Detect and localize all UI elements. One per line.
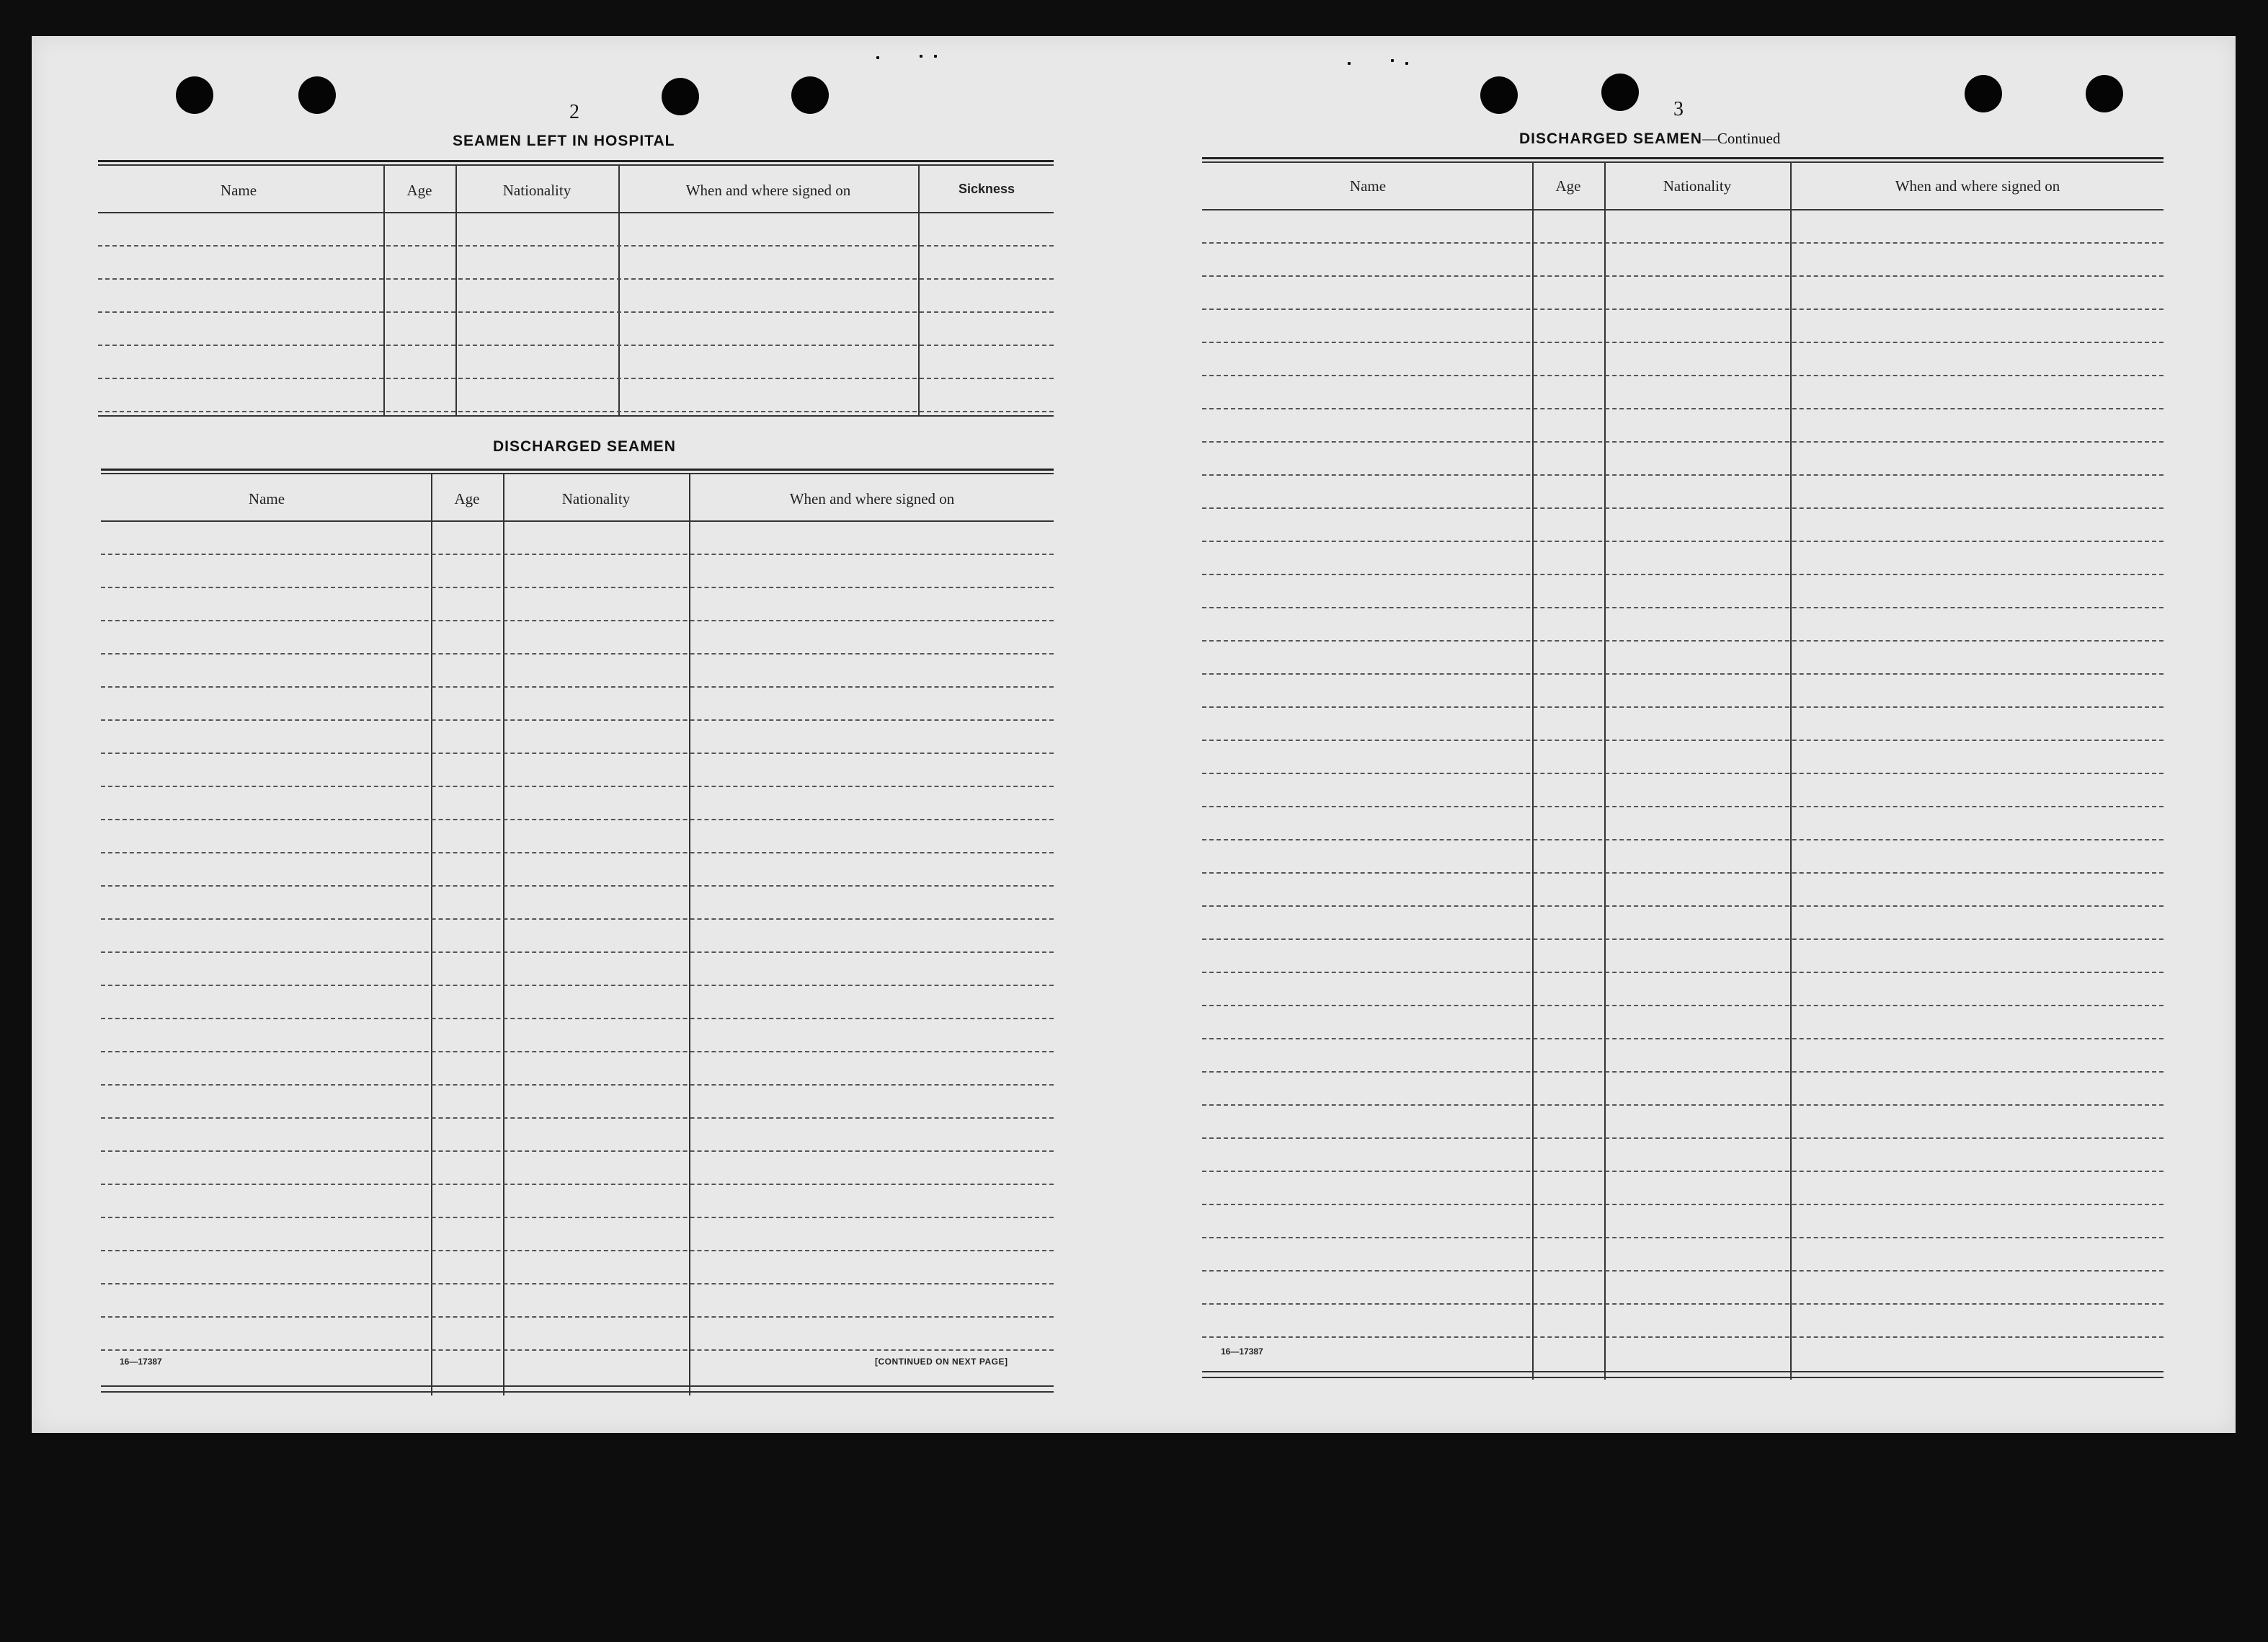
table-row: [1202, 1336, 2164, 1338]
table-row: [101, 554, 1054, 555]
table-row: [1202, 441, 2164, 443]
discharged-section-title: DISCHARGED SEAMEN: [493, 438, 676, 455]
table-row: [1202, 706, 2164, 708]
table-row: [1202, 839, 2164, 840]
column-header-age: Age: [454, 490, 480, 507]
table-row: [98, 311, 1054, 313]
table-row: [101, 951, 1054, 953]
table-row: [1202, 640, 2164, 642]
table-row: [1202, 1204, 2164, 1205]
column-header-nationality: Nationality: [502, 182, 572, 199]
table-row: [1202, 408, 2164, 409]
punch-hole: [1480, 76, 1518, 114]
table-row: [1202, 507, 2164, 509]
column-header-when-where: When and where signed on: [1895, 177, 2060, 195]
table-row: [1202, 872, 2164, 874]
table-row: [101, 1184, 1054, 1185]
table-row: [1202, 1071, 2164, 1073]
discharged-table-right: [1202, 157, 2164, 1383]
table-row: [1202, 309, 2164, 310]
header-divider: [98, 212, 1054, 213]
table-row: [1202, 375, 2164, 376]
section-title-text: DISCHARGED SEAMEN: [1519, 130, 1702, 147]
column-header-age: Age: [406, 182, 432, 199]
table-row: [1202, 1303, 2164, 1305]
hospital-section-title: SEAMEN LEFT IN HOSPITAL: [453, 133, 675, 149]
table-row: [101, 1018, 1054, 1019]
table-row: [1202, 1104, 2164, 1106]
punch-hole: [662, 78, 699, 115]
punch-hole: [1965, 75, 2002, 112]
column-header-age: Age: [1555, 177, 1581, 195]
speck: [920, 55, 922, 58]
continued-note: [CONTINUED ON NEXT PAGE]: [875, 1357, 1008, 1367]
speck: [876, 56, 879, 59]
table-row: [101, 1316, 1054, 1318]
table-row: [1202, 938, 2164, 940]
discharged-continued-title: [1519, 130, 1780, 148]
discharged-table-left: [101, 469, 1054, 1401]
hospital-table: [98, 160, 1054, 458]
table-row: [101, 1283, 1054, 1284]
table-row: [1202, 1038, 2164, 1039]
document-sheet: [32, 36, 2236, 1433]
column-header-nationality: Nationality: [1663, 177, 1732, 195]
punch-hole: [176, 76, 213, 114]
table-row: [98, 378, 1054, 379]
table-row: [101, 1117, 1054, 1119]
table-row: [101, 753, 1054, 754]
table-row: [101, 1217, 1054, 1218]
table-row: [1202, 607, 2164, 608]
table-row: [1202, 773, 2164, 774]
table-row: [1202, 806, 2164, 807]
punch-hole: [298, 76, 336, 114]
table-row: [101, 1051, 1054, 1052]
table-row: [1202, 972, 2164, 973]
table-row: [101, 620, 1054, 621]
table-row: [1202, 740, 2164, 741]
table-row: [101, 1084, 1054, 1086]
table-row: [98, 411, 1054, 412]
column-header-name: Name: [1349, 177, 1387, 195]
table-row: [1202, 1270, 2164, 1272]
table-row: [101, 918, 1054, 920]
column-header-when-where: When and where signed on: [685, 182, 851, 199]
punch-hole: [2086, 75, 2123, 112]
header-divider: [1202, 209, 2164, 210]
table-row: [101, 1349, 1054, 1351]
table-row: [1202, 541, 2164, 542]
table-row: [101, 985, 1054, 986]
table-row: [101, 852, 1054, 853]
punch-hole: [791, 76, 829, 114]
table-row: [101, 1250, 1054, 1251]
table-row: [101, 819, 1054, 820]
column-header-when-where: When and where signed on: [789, 490, 955, 507]
table-row: [101, 786, 1054, 787]
page-number-left: 2: [569, 101, 579, 123]
table-row: [1202, 242, 2164, 244]
section-title-suffix: —Continued: [1702, 130, 1781, 147]
table-row: [1202, 574, 2164, 575]
table-row: [101, 686, 1054, 688]
table-row: [101, 587, 1054, 588]
table-row: [1202, 275, 2164, 277]
table-row: [1202, 1237, 2164, 1238]
form-code-left: 16—17387: [120, 1357, 162, 1367]
table-row: [101, 885, 1054, 887]
table-row: [1202, 342, 2164, 343]
table-row: [1202, 673, 2164, 675]
speck: [1391, 59, 1394, 62]
table-row: [101, 653, 1054, 654]
table-row: [1202, 1005, 2164, 1006]
table-row: [1202, 1171, 2164, 1172]
header-divider: [101, 520, 1054, 522]
speck: [1405, 62, 1408, 65]
table-row: [1202, 905, 2164, 907]
column-header-sickness: Sickness: [958, 182, 1015, 196]
table-row: [101, 719, 1054, 721]
table-row: [101, 1150, 1054, 1152]
table-row: [1202, 474, 2164, 476]
speck: [1348, 62, 1351, 65]
table-row: [98, 278, 1054, 280]
punch-hole: [1601, 74, 1639, 111]
table-row: [98, 245, 1054, 247]
table-row: [1202, 1137, 2164, 1139]
page-number-right: 3: [1673, 98, 1684, 120]
table-row: [98, 345, 1054, 346]
speck: [934, 55, 937, 58]
column-header-name: Name: [220, 182, 257, 199]
form-code-right: 16—17387: [1221, 1346, 1263, 1357]
column-header-nationality: Nationality: [561, 490, 631, 507]
column-header-name: Name: [248, 490, 285, 507]
